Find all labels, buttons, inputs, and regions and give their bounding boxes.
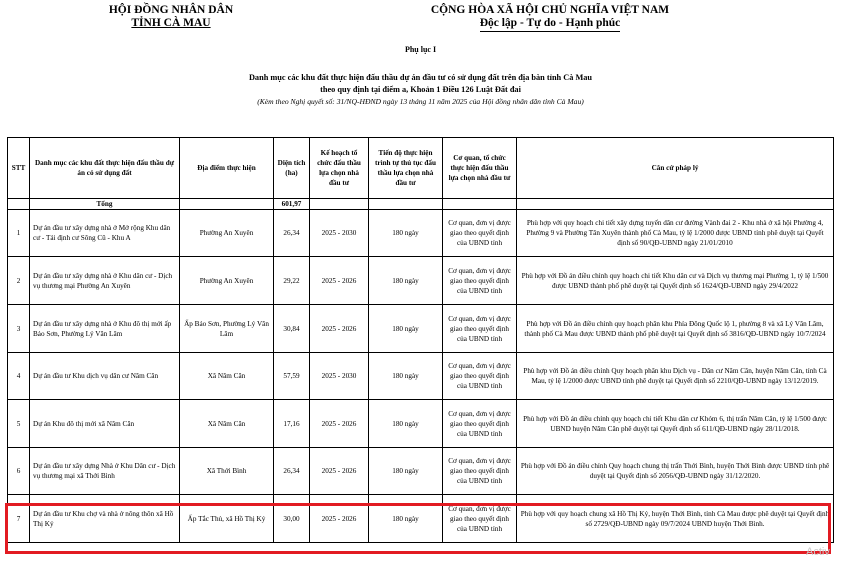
row-progress: 180 ngày — [369, 305, 443, 353]
row-plan: 2025 - 2026 — [310, 257, 369, 305]
row-name: Dự án đầu tư xây dựng nhà ở Khu đô thị mới ấp Bảo Sơn, Phường Lý Văn Lâm — [30, 305, 180, 353]
row-location: Xã Năm Căn — [180, 400, 274, 448]
row-location: Phường An Xuyên — [180, 210, 274, 257]
national-motto: Độc lập - Tự do - Hạnh phúc — [480, 17, 621, 32]
row-name: Dự án đầu tư Khu dịch vụ dân cư Năm Căn — [30, 353, 180, 400]
row-legal: Phù hợp với quy hoạch chung xã Hồ Thị Kỷ, huyện Thới Bình, tỉnh Cà Mau được phê duyệt tại Quyết định số 2729/QĐ-UBND ngày 09/7/2024 UBND huyện Thới Bình. — [517, 495, 834, 543]
row-area: 30,84 — [274, 305, 310, 353]
row-name: Dự án đầu tư xây dựng nhà ở Khu dân cư - Dịch vụ thương mại Phường An Xuyên — [30, 257, 180, 305]
issuer-name: HỘI ĐỒNG NHÂN DÂN — [108, 4, 234, 16]
issuer-header — [96, 4, 246, 30]
land-plots-table — [7, 137, 834, 543]
total-row — [8, 199, 834, 210]
row-legal: Phù hợp với Đồ án điều chỉnh Quy hoạch phân khu Dịch vụ - Dân cư Năm Căn, huyện Năm Căn, tỉnh Cà Mau, tỷ lệ 1/2000 được UBND tỉnh phê duyệt tại Quyết định số 2210/QĐ-UBND ngày 13/12/2019. — [517, 353, 834, 400]
row-plan: 2025 - 2030 — [310, 353, 369, 400]
row-stt: 6 — [8, 448, 30, 495]
row-location: Ấp Bảo Sơn, Phường Lý Văn Lâm — [180, 305, 274, 353]
row-legal: Phù hợp với Đồ án điều chỉnh quy hoạch chi tiết Khu dân cư và Dịch vụ thương mại Phường 1, tỷ lệ 1/500 được UBND thành phố phê duyệt tại Quyết định số 1624/QĐ-UBND ngày 29/4/2022 — [517, 257, 834, 305]
row-stt: 5 — [8, 400, 30, 448]
row-progress: 180 ngày — [369, 210, 443, 257]
row-name: Dự án đầu tư xây dựng Nhà ở Khu Dân cư - Dịch vụ thương mại xã Thới Bình — [30, 448, 180, 495]
header-agency: Cơ quan, tổ chức thực hiện đấu thầu lựa chọn nhà đầu tư — [443, 138, 517, 199]
row-name: Dự án Khu đô thị mới xã Năm Căn — [30, 400, 180, 448]
table-row — [8, 305, 834, 353]
table-header-row — [8, 138, 834, 199]
table-row-highlighted — [8, 495, 834, 543]
national-header — [430, 4, 670, 32]
document-title-line2: theo quy định tại điểm a, Khoản 1 Điều 126 Luật Đất đai — [320, 85, 521, 94]
row-plan: 2025 - 2026 — [310, 495, 369, 543]
row-location: Ấp Tắc Thủ, xã Hồ Thị Kỷ — [180, 495, 274, 543]
row-location: Phường An Xuyên — [180, 257, 274, 305]
document-subtitle: (Kèm theo Nghị quyết số: 31/NQ-HĐND ngày 13 tháng 11 năm 2025 của Hội đồng nhân dân tỉnh Cà Mau) — [257, 97, 584, 106]
row-plan: 2025 - 2026 — [310, 305, 369, 353]
row-agency: Cơ quan, đơn vị được giao theo quyết định của UBND tỉnh — [443, 353, 517, 400]
row-stt: 1 — [8, 210, 30, 257]
row-stt: 2 — [8, 257, 30, 305]
national-title: CỘNG HÒA XÃ HỘI CHỦ NGHĨA VIỆT NAM — [430, 4, 670, 16]
header-plan: Kế hoạch tổ chức đấu thầu lựa chọn nhà đầu tư — [310, 138, 369, 199]
row-legal: Phù hợp với Đồ án điều chỉnh quy hoạch chi tiết Khu dân cư Khóm 6, thị trấn Năm Căn, tỷ lệ 1/500 được UBND huyện Năm Căn phê duyệt tại Quyết định số 611/QĐ-UBND ngày 28/11/2018. — [517, 400, 834, 448]
header-stt: STT — [8, 138, 30, 199]
row-agency: Cơ quan, đơn vị được giao theo quyết định của UBND tỉnh — [443, 305, 517, 353]
row-area: 26,34 — [274, 448, 310, 495]
row-progress: 180 ngày — [369, 257, 443, 305]
row-name: Dự án đầu tư Khu chợ và nhà ở nông thôn xã Hồ Thị Kỷ — [30, 495, 180, 543]
row-location: Xã Năm Căn — [180, 353, 274, 400]
table-row — [8, 448, 834, 495]
row-progress: 180 ngày — [369, 495, 443, 543]
row-progress: 180 ngày — [369, 353, 443, 400]
activation-watermark: Activ — [806, 546, 830, 558]
header-legal: Căn cứ pháp lý — [517, 138, 834, 199]
document-title — [0, 72, 841, 96]
total-label: Tổng — [30, 199, 180, 210]
total-area: 601,97 — [274, 199, 310, 210]
row-legal: Phù hợp với quy hoạch chi tiết xây dựng tuyến dân cư đường Vành đai 2 - Khu nhà ở xã hội Phường 4, Phường 9 và Phường Tân Xuyên thành phố Cà Mau, tỷ lệ 1/2000 được UBND tỉnh phê duyệt tại Quyết định số 90/QĐ-UBND ngày 21/01/2010 — [517, 210, 834, 257]
row-progress: 180 ngày — [369, 400, 443, 448]
header-location: Địa điểm thực hiện — [180, 138, 274, 199]
row-area: 30,00 — [274, 495, 310, 543]
row-agency: Cơ quan, đơn vị được giao theo quyết định của UBND tỉnh — [443, 257, 517, 305]
row-stt: 3 — [8, 305, 30, 353]
row-plan: 2025 - 2026 — [310, 448, 369, 495]
row-agency: Cơ quan, đơn vị được giao theo quyết định của UBND tỉnh — [443, 400, 517, 448]
row-area: 17,16 — [274, 400, 310, 448]
table-row — [8, 353, 834, 400]
row-progress: 180 ngày — [369, 448, 443, 495]
row-agency: Cơ quan, đơn vị được giao theo quyết định của UBND tỉnh — [443, 448, 517, 495]
row-legal: Phù hợp với Đồ án điều chỉnh quy hoạch phân khu Phía Đông Quốc lộ 1, phường 8 và xã Lý Văn Lâm, thành phố Cà Mau được UBND thành phố phê duyệt tại Quyết định số 3816/QĐ-UBND ngày 10/7/2024 — [517, 305, 834, 353]
header-progress: Tiến độ thực hiện trình tự thủ tục đấu thầu lựa chọn nhà đầu tư — [369, 138, 443, 199]
table-row — [8, 400, 834, 448]
row-legal: Phù hợp với Đồ án điều chỉnh Quy hoạch chung thị trấn Thới Bình, huyện Thới Bình được UBND tỉnh phê duyệt tại Quyết định số 2056/QĐ-UBND ngày 31/12/2020. — [517, 448, 834, 495]
table-row — [8, 257, 834, 305]
row-area: 57,59 — [274, 353, 310, 400]
row-agency: Cơ quan, đơn vị được giao theo quyết định của UBND tỉnh — [443, 495, 517, 543]
row-area: 29,22 — [274, 257, 310, 305]
header-name: Danh mục các khu đất thực hiện đấu thầu dự án có sử dụng đất — [30, 138, 180, 199]
row-location: Xã Thới Bình — [180, 448, 274, 495]
row-plan: 2025 - 2030 — [310, 210, 369, 257]
row-stt: 4 — [8, 353, 30, 400]
table-row — [8, 210, 834, 257]
row-area: 26,34 — [274, 210, 310, 257]
document-title-line1: Danh mục các khu đất thực hiện đấu thầu dự án đầu tư có sử dụng đất trên địa bàn tỉnh Cà Mau — [248, 73, 593, 82]
issuer-province: TỈNH CÀ MAU — [131, 17, 211, 29]
appendix-label: Phụ lục I — [404, 45, 437, 54]
row-agency: Cơ quan, đơn vị được giao theo quyết định của UBND tỉnh — [443, 210, 517, 257]
row-plan: 2025 - 2026 — [310, 400, 369, 448]
header-area: Diện tích (ha) — [274, 138, 310, 199]
row-name: Dự án đầu tư xây dựng nhà ở Mở rộng Khu dân cư - Tái định cư Sông Cũ - Khu A — [30, 210, 180, 257]
row-stt: 7 — [8, 495, 30, 543]
